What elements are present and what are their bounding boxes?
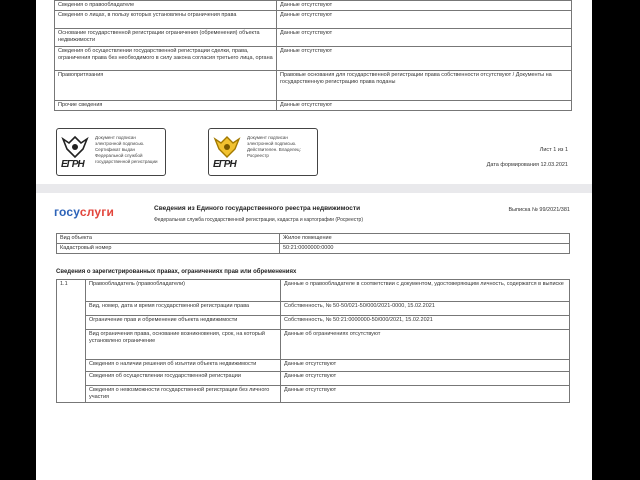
table-row <box>55 71 572 101</box>
table-cell-label: Сведения о лицах, в пользу которых установлены ограничения права <box>55 11 277 29</box>
extract-page-2 <box>36 193 592 480</box>
stamp-word: ЕГРН <box>61 159 84 170</box>
table-cell-label: Правопритязания <box>55 71 277 101</box>
table-row <box>57 316 570 330</box>
table-row <box>57 372 570 386</box>
table-row <box>55 47 572 71</box>
table-cell-value: 50:21:0000000:0000 <box>280 244 570 254</box>
table-row <box>57 386 570 403</box>
stamp-word: ЕГРН <box>213 159 236 170</box>
table-cell-label: Вид, номер, дата и время государственной регистрации права <box>86 302 281 316</box>
emblem-icon <box>213 135 241 161</box>
emblem-icon <box>61 135 89 161</box>
table-cell-label: Сведения о невозможности государственной регистрации без личного участия <box>86 386 281 403</box>
table-cell-value: Данные отсутствуют <box>281 386 570 403</box>
table-row <box>57 330 570 360</box>
table-cell-value: Собственность, № 50-50/021-50/000/2021-0000, 15.02.2021 <box>281 302 570 316</box>
table-row <box>55 29 572 47</box>
table-row <box>57 244 570 254</box>
table-cell-value: Данные отсутствуют <box>281 372 570 386</box>
table-cell-label: Сведения о наличии решения об изъятии объекта недвижимости <box>86 360 281 372</box>
section-title: Сведения о зарегистрированных правах, ограничениях прав или обременениях <box>56 269 297 275</box>
table-cell-value: Данные о правообладателе в соответствии с документом, удостоверяющим личность, содержатся в выписке <box>281 280 570 302</box>
stamp-text: Документ подписан электронной подписью. Действителен. Владелец: Росреестр <box>247 135 301 158</box>
table-row <box>57 234 570 244</box>
table-cell-label: Вид ограничения права, основание возникновения, срок, на который установлено ограничение <box>86 330 281 360</box>
table-cell-label: Основание государственной регистрации ограничения (обременения) объекта недвижимости <box>55 29 277 47</box>
table-cell-value: Собственность, № 50:21:0000000-50/000/2021, 15.02.2021 <box>281 316 570 330</box>
rights-table <box>56 279 570 403</box>
table-cell-label: Вид объекта <box>57 234 280 244</box>
signature-stamp-left <box>56 128 166 176</box>
table-cell-label: Ограничение прав и обременение объекта недвижимости <box>86 316 281 330</box>
page-subtitle: Федеральная служба государственной регистрации, кадастра и картографии (Росреестр) <box>154 217 363 223</box>
gosuslugi-logo <box>54 205 114 219</box>
table-cell-label: Прочие сведения <box>55 101 277 111</box>
logo-part-gos: госу <box>54 205 80 219</box>
signature-stamp-right <box>208 128 318 176</box>
page-title: Сведения из Единого государственного реестра недвижимости <box>154 205 361 212</box>
table-cell-label: Сведения о правообладателе <box>55 1 277 11</box>
page-gap <box>36 184 592 193</box>
table-row <box>57 302 570 316</box>
table-cell-value: Данные отсутствуют <box>277 47 572 71</box>
table-cell-value: Данные об ограничениях отсутствуют <box>281 330 570 360</box>
table-cell-label: Сведения об осуществлении государственной регистрации сделки, права, ограничения права без необходимого в силу закона согласия третьего лица, органа <box>55 47 277 71</box>
document-number: Выписка № 99/2021/381 <box>508 207 570 213</box>
table-cell-value: Жилое помещение <box>280 234 570 244</box>
table-row <box>55 101 572 111</box>
row-number: 1.1 <box>57 280 86 403</box>
formation-date: Дата формирования 12.03.2021 <box>486 162 568 168</box>
table-row <box>55 11 572 29</box>
table-row <box>57 360 570 372</box>
table-cell-label: Кадастровый номер <box>57 244 280 254</box>
extract-page-1 <box>36 0 592 185</box>
table-cell-value: Данные отсутствуют <box>277 1 572 11</box>
table-cell-value: Правовые основания для государственной регистрации права собственности отсутствуют / Документы на государственную регистрацию права поданы <box>277 71 572 101</box>
table-row <box>55 1 572 11</box>
table-row <box>57 280 570 302</box>
table-cell-label: Правообладатель (правообладатели) <box>86 280 281 302</box>
page-counter: Лист 1 из 1 <box>539 147 568 153</box>
object-info-table <box>56 233 570 254</box>
stamp-text: Документ подписан электронной подписью. Сертификат выдан Федеральной службой государственной регистрации <box>95 135 158 164</box>
table-cell-value: Данные отсутствуют <box>281 360 570 372</box>
rights-table-top <box>54 0 572 111</box>
table-cell-label: Сведения об осуществлении государственной регистрации <box>86 372 281 386</box>
table-cell-value: Данные отсутствуют <box>277 29 572 47</box>
logo-part-uslugi: слуги <box>79 205 115 219</box>
table-cell-value: Данные отсутствуют <box>277 11 572 29</box>
table-cell-value: Данные отсутствуют <box>277 101 572 111</box>
